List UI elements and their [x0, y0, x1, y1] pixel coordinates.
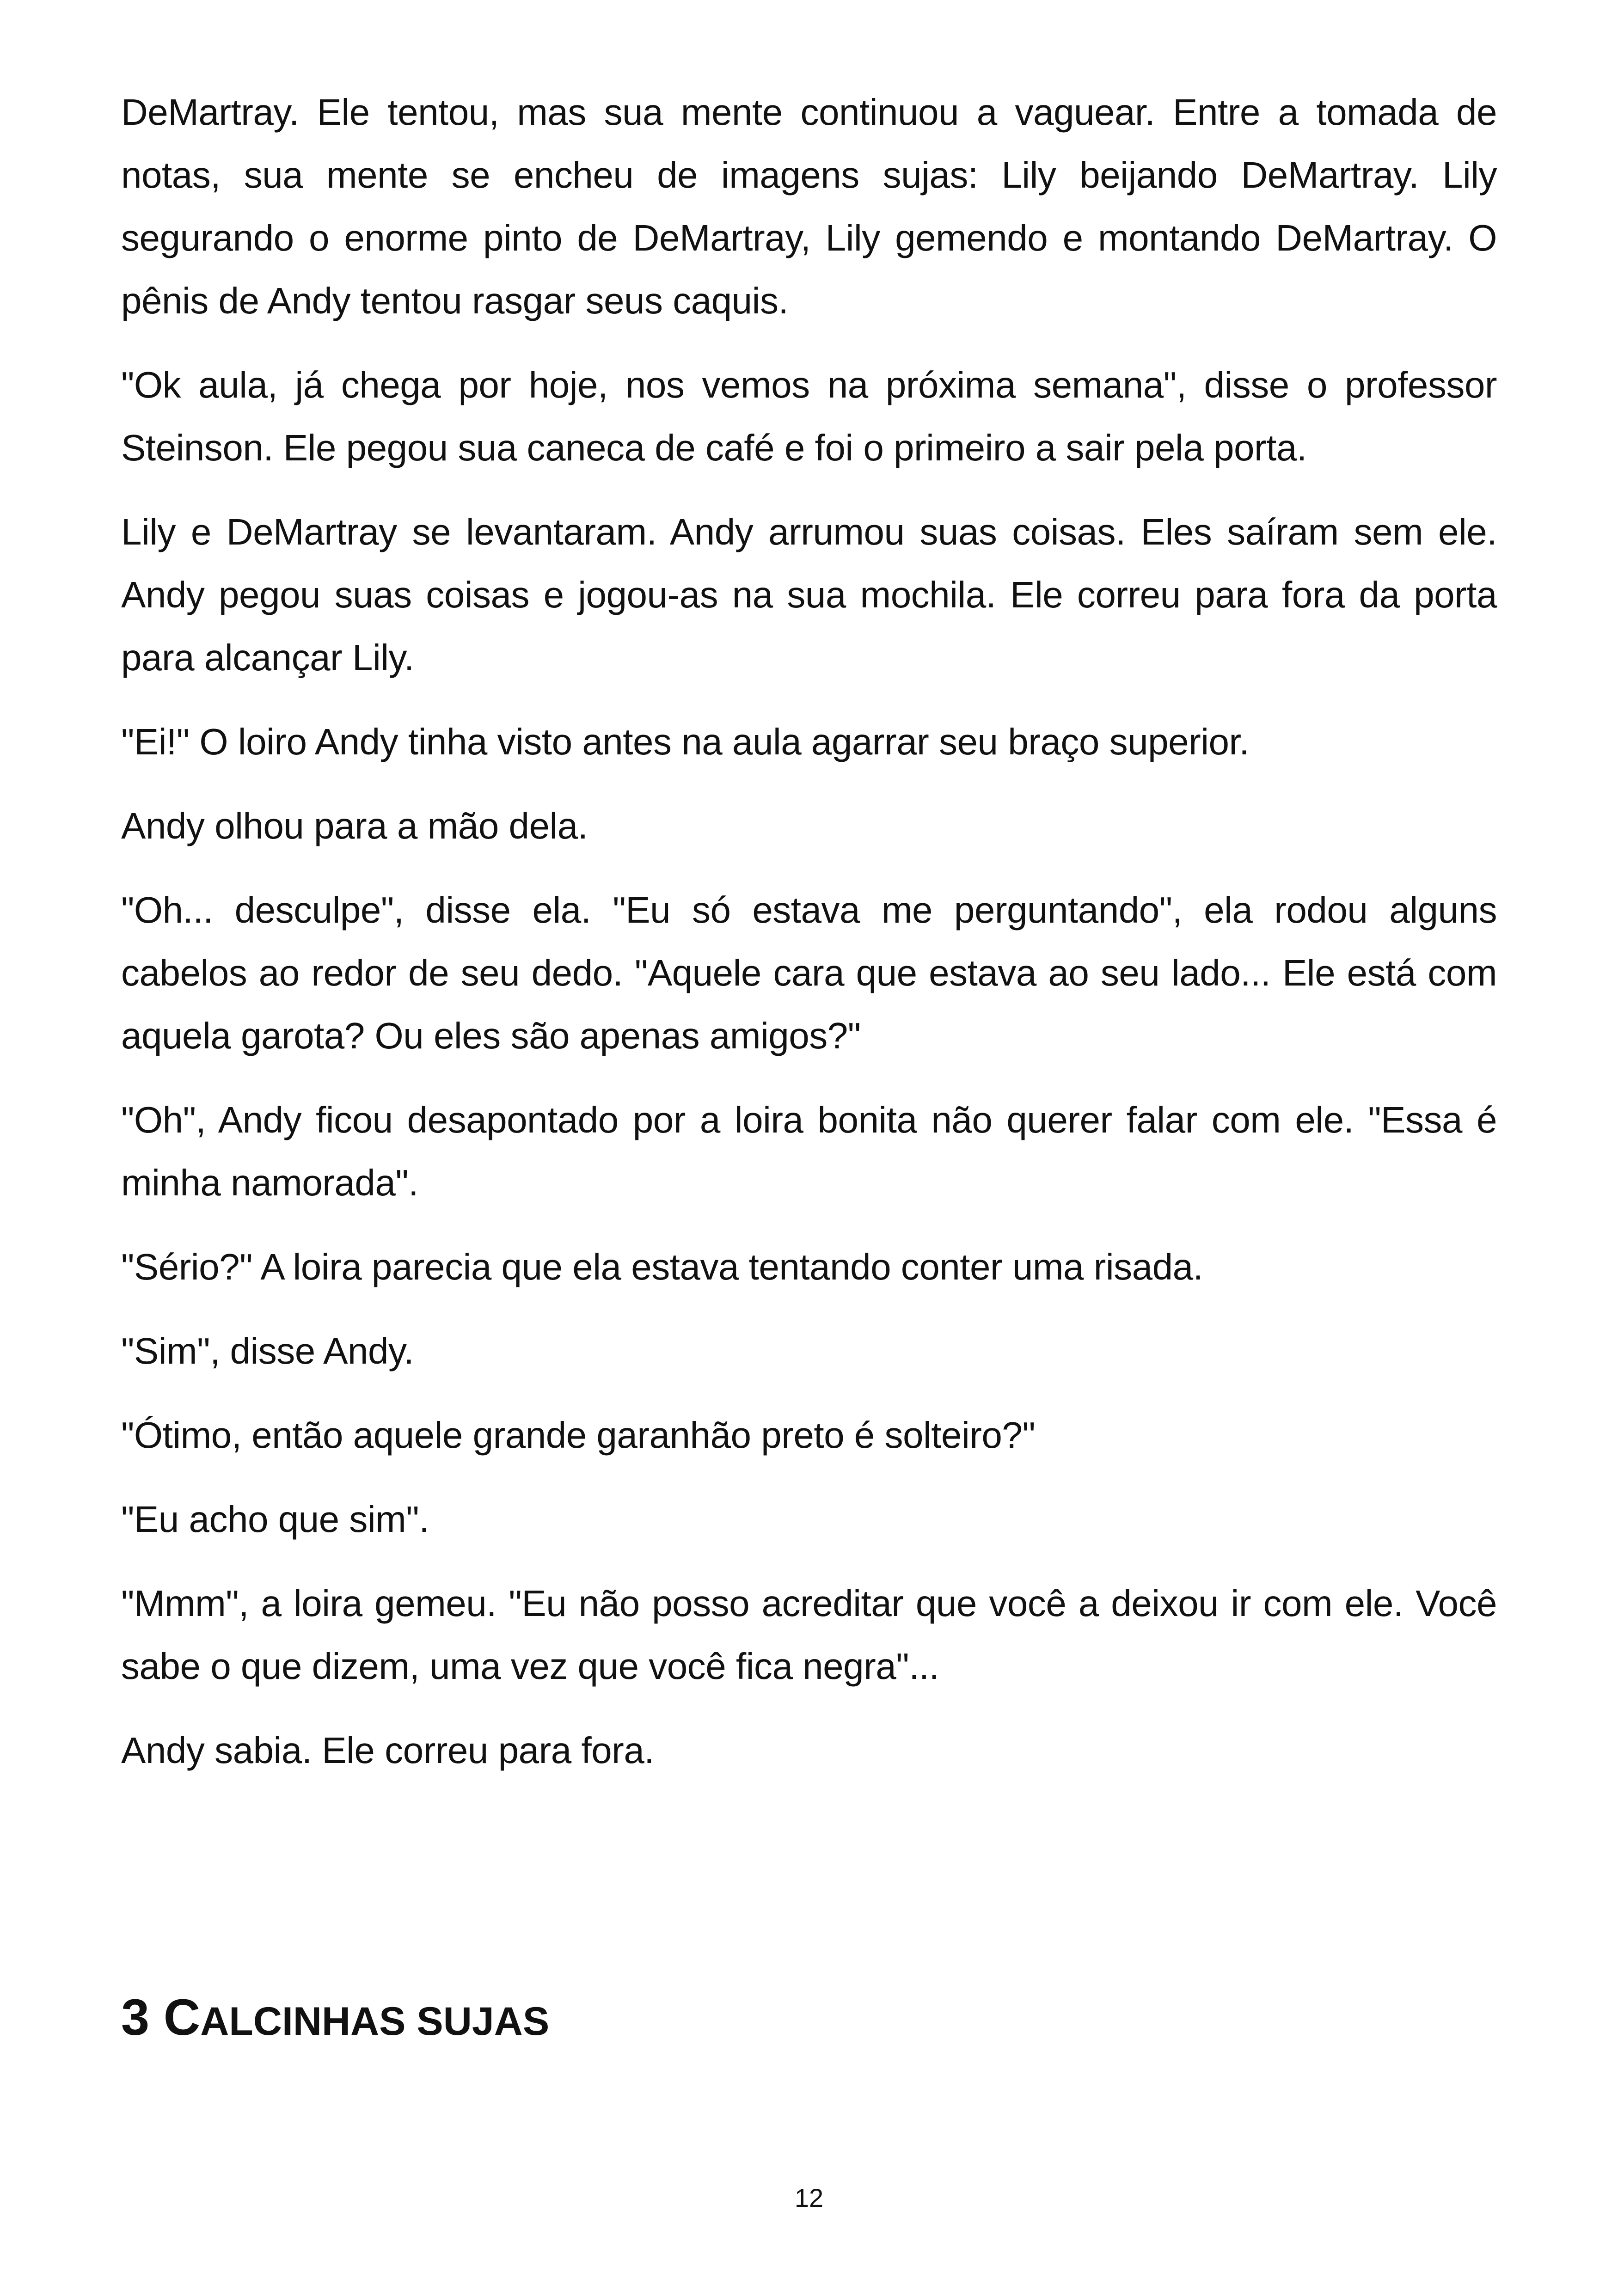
body-text — [121, 81, 1497, 1803]
paragraph-2: "Ok aula, já chega por hoje, nos vemos na próxima semana", disse o professor Steinson. Ele pegou sua caneca de café e foi o primeiro a sair pela porta. — [121, 364, 1497, 468]
paragraph-4: "Ei!" O loiro Andy tinha visto antes na aula agarrar seu braço superior. — [121, 721, 1249, 762]
chapter-title-initial: C — [163, 1989, 201, 2046]
paragraph-13: Andy sabia. Ele correu para fora. — [121, 1730, 655, 1771]
paragraph-1: DeMartray. Ele tentou, mas sua mente continuou a vaguear. Entre a tomada de notas, sua mente se encheu de imagens sujas: Lily beijando DeMartray. Lily segurando o enorme pinto de DeMartray, Lily gemendo e montando DeMartray. O pênis de Andy tentou rasgar seus caquis. — [121, 92, 1497, 321]
chapter-heading — [121, 1988, 549, 2051]
chapter-title-rest: ALCINHAS SUJAS — [200, 1999, 550, 2044]
paragraph-8: "Sério?" A loira parecia que ela estava tentando conter uma risada. — [121, 1246, 1203, 1287]
paragraph-12: "Mmm", a loira gemeu. "Eu não posso acreditar que você a deixou ir com ele. Você sabe o que dizem, uma vez que você fica negra"... — [121, 1583, 1497, 1687]
paragraph-6: "Oh... desculpe", disse ela. "Eu só estava me perguntando", ela rodou alguns cabelos ao redor de seu dedo. "Aquele cara que estava ao seu lado... Ele está com aquela garota? Ou eles são apenas amigos?" — [121, 889, 1497, 1056]
paragraph-10: "Ótimo, então aquele grande garanhão preto é solteiro?" — [121, 1414, 1036, 1456]
chapter-number: 3 — [121, 1989, 150, 2046]
paragraph-3: Lily e DeMartray se levantaram. Andy arrumou suas coisas. Eles saíram sem ele. Andy pegou suas coisas e jogou-as na sua mochila. Ele correu para fora da porta para alcançar Lily. — [121, 511, 1497, 678]
page-number: 12 — [794, 2183, 824, 2212]
paragraph-5: Andy olhou para a mão dela. — [121, 805, 588, 846]
paragraph-9: "Sim", disse Andy. — [121, 1330, 414, 1371]
paragraph-7: "Oh", Andy ficou desapontado por a loira bonita não querer falar com ele. "Essa é minha namorada". — [121, 1099, 1497, 1203]
paragraph-11: "Eu acho que sim". — [121, 1499, 429, 1540]
